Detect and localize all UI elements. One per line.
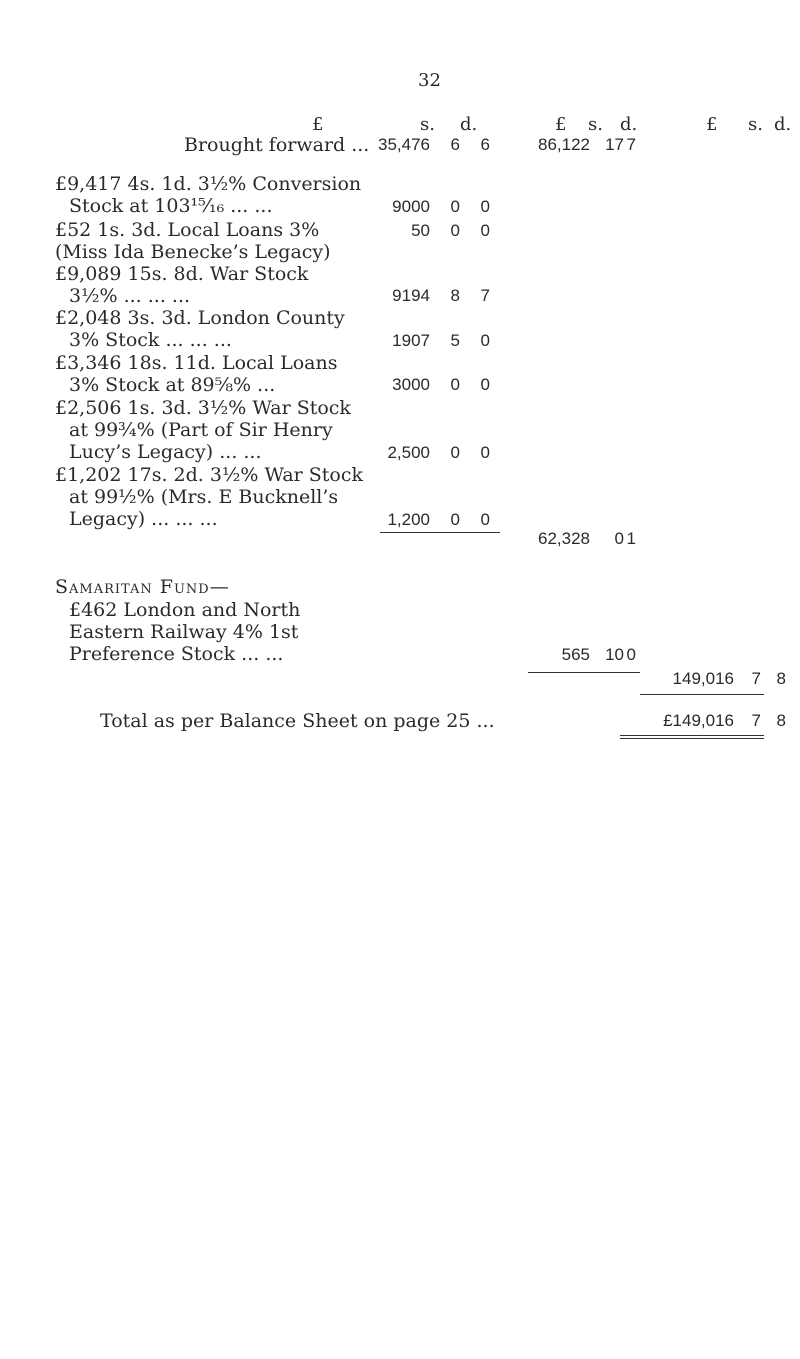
col2-pence-header: d.: [620, 114, 638, 135]
col3-pound-header: £: [706, 114, 718, 135]
investment-line: £2,048 3s. 3d. London County: [55, 307, 345, 329]
samaritan-heading: Samaritan Fund—: [55, 576, 230, 598]
investment-pounds: 2,500: [387, 443, 430, 462]
grand-total-pence: 8: [776, 711, 786, 730]
col2-pound-header: £: [555, 114, 567, 135]
samaritan-line: £462 London and North: [69, 599, 301, 621]
grand-total-pounds: £149,016: [663, 711, 734, 730]
investment-line: £52 1s. 3d. Local Loans 3%: [55, 219, 320, 241]
investment-pounds: 3000: [392, 375, 430, 394]
investment-shillings: 0: [450, 443, 460, 462]
col1-pound-header: £: [312, 114, 324, 135]
samaritan-shillings: 10: [605, 645, 624, 664]
brought-forward-col1-shillings: 6: [450, 135, 460, 154]
investment-shillings: 0: [450, 510, 460, 529]
section-total-pence: 8: [776, 669, 786, 688]
grand-total-double-rule: [620, 735, 764, 739]
investment-line: 3% Stock at 89⅝% ...: [69, 374, 276, 396]
investment-line: £3,346 18s. 11d. Local Loans: [55, 352, 338, 374]
investment-pounds: 1907: [392, 331, 430, 350]
investment-shillings: 0: [450, 197, 460, 216]
investment-shillings: 8: [450, 286, 460, 305]
section-total-pounds: 149,016: [672, 669, 734, 688]
brought-forward-col1-pounds: 35,476: [378, 135, 430, 154]
brought-forward-label: Brought forward ...: [184, 134, 370, 156]
investment-line: Stock at 103¹⁵⁄₁₆ ... ...: [69, 195, 273, 217]
investment-pounds: 9194: [392, 286, 430, 305]
col1-shilling-header: s.: [420, 114, 435, 135]
investment-line: 3% Stock ... ... ...: [69, 329, 232, 351]
investment-line: £9,089 15s. 8d. War Stock: [55, 263, 309, 285]
investment-shillings: 0: [450, 375, 460, 394]
grand-total-shillings: 7: [751, 711, 761, 730]
investment-pence: 0: [480, 510, 490, 529]
investment-pence: 0: [480, 443, 490, 462]
investment-pence: 0: [480, 221, 490, 240]
col3-pence-header: d.: [774, 114, 792, 135]
brought-forward-col1-pence: 6: [480, 135, 490, 154]
brought-forward-col2-pence: 7: [626, 135, 636, 154]
investment-line: £1,202 17s. 2d. 3½% War Stock: [55, 464, 364, 486]
col2-shilling-header: s.: [588, 114, 603, 135]
investment-line: 3½% ... ... ...: [69, 285, 191, 307]
investment-line: £9,417 4s. 1d. 3½% Conversion: [55, 173, 362, 195]
investment-line: (Miss Ida Benecke’s Legacy): [55, 241, 331, 263]
investment-pence: 0: [480, 375, 490, 394]
section-total-shillings: 7: [751, 669, 761, 688]
samaritan-pounds: 565: [561, 645, 590, 664]
grand-total-label: Total as per Balance Sheet on page 25 ...: [100, 710, 495, 732]
investment-line: at 99½% (Mrs. E Bucknell’s: [69, 486, 339, 508]
investment-pounds: 1,200: [387, 510, 430, 529]
investments-total-pence: 1: [626, 529, 636, 548]
subtotal-rule: [380, 532, 500, 533]
investment-line: £2,506 1s. 3d. 3½% War Stock: [55, 397, 351, 419]
samaritan-pence: 0: [626, 645, 636, 664]
investment-pounds: 50: [411, 221, 430, 240]
samaritan-line: Eastern Railway 4% 1st: [69, 621, 299, 643]
investment-pence: 0: [480, 197, 490, 216]
investment-line: Lucy’s Legacy) ... ...: [69, 441, 262, 463]
section-total-rule: [528, 672, 640, 673]
samaritan-line: Preference Stock ... ...: [69, 643, 284, 665]
investments-total-pounds: 62,328: [538, 529, 590, 548]
page-number: 32: [418, 70, 441, 91]
investment-line: Legacy) ... ... ...: [69, 508, 218, 530]
col1-pence-header: d.: [460, 114, 478, 135]
investment-pence: 7: [480, 286, 490, 305]
investments-total-shillings: 0: [614, 529, 624, 548]
col3-shilling-header: s.: [748, 114, 763, 135]
brought-forward-col2-pounds: 86,122: [538, 135, 590, 154]
investment-shillings: 5: [450, 331, 460, 350]
investment-shillings: 0: [450, 221, 460, 240]
investment-pounds: 9000: [392, 197, 430, 216]
brought-forward-col2-shillings: 17: [605, 135, 624, 154]
grand-total-top-rule: [640, 694, 764, 695]
investment-pence: 0: [480, 331, 490, 350]
investment-line: at 99¾% (Part of Sir Henry: [69, 419, 333, 441]
